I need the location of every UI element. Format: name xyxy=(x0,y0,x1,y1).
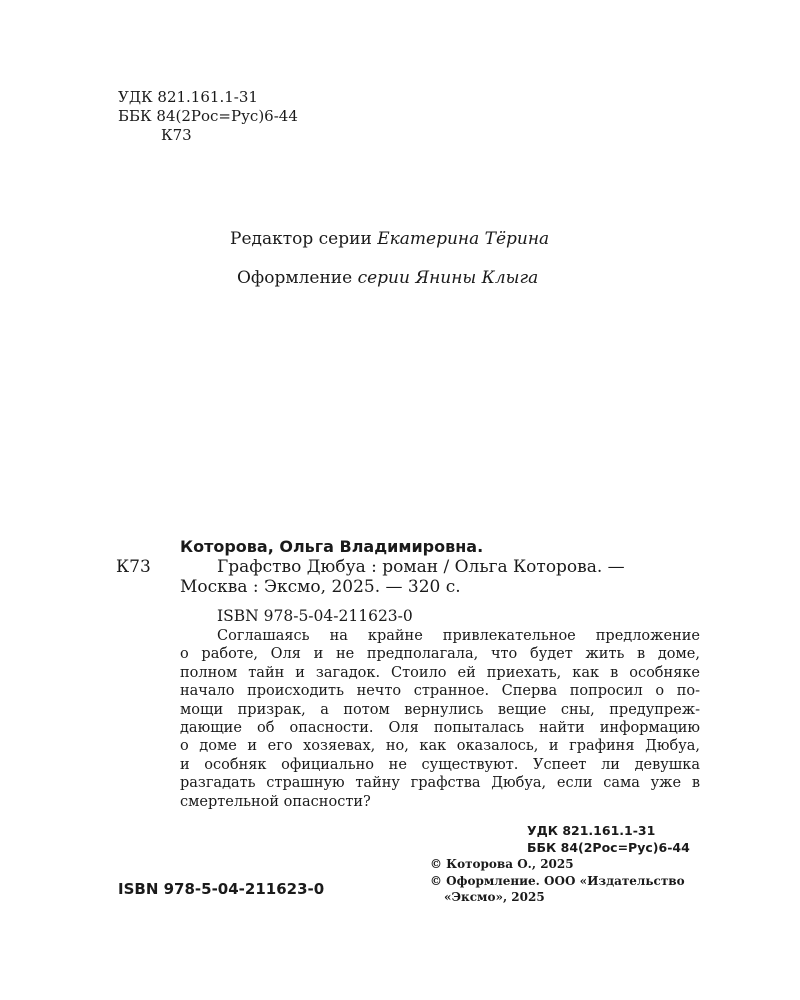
classification-codes-bottom xyxy=(527,822,690,856)
copyright-author: © Которова О., 2025 xyxy=(430,857,574,871)
author-sign-code: К73 xyxy=(161,126,192,144)
catalog-record xyxy=(180,537,710,626)
annotation-line: начало происходить нечто странное. Сперва попросил о по- xyxy=(180,683,700,700)
udk-code-bottom: УДК 821.161.1-31 xyxy=(527,823,656,838)
bbk-code: ББК 84(2Рос=Рус)6-44 xyxy=(118,107,298,125)
catalog-marker: К73 xyxy=(116,557,151,577)
editor-role: Редактор серии xyxy=(230,229,378,249)
copyright-notice xyxy=(430,856,685,906)
bbk-code-bottom: ББК 84(2Рос=Рус)6-44 xyxy=(527,840,690,855)
catalog-author: Которова, Ольга Владимировна. xyxy=(180,537,484,556)
annotation-line: дающие об опасности. Оля попыталась найти информацию xyxy=(180,720,700,737)
udk-code: УДК 821.161.1-31 xyxy=(118,88,258,106)
catalog-isbn: ISBN 978-5-04-211623-0 xyxy=(217,607,413,625)
catalog-publisher-line: Москва : Эксмо, 2025. — 320 с. xyxy=(180,577,461,597)
book-annotation xyxy=(180,627,700,811)
design-role: Оформление xyxy=(237,268,358,288)
annotation-line: смертельной опасности? xyxy=(180,793,371,810)
annotation-line: о доме и его хозяевах, но, как оказалось, и графиня Дюбуа, xyxy=(180,738,700,755)
copyright-design-continued: «Эксмо», 2025 xyxy=(444,890,545,904)
isbn-bottom: ISBN 978-5-04-211623-0 xyxy=(118,880,325,898)
annotation-line: мощи призрак, а потом вернулись вещие сны, предупреж- xyxy=(180,701,700,718)
annotation-line: о работе, Оля и не предполагала, что будет жить в доме, xyxy=(180,646,700,663)
copyright-design: © Оформление. ООО «Издательство xyxy=(430,873,685,888)
annotation-line: разгадать страшную тайну графства Дюбуа, если сама уже в xyxy=(180,775,700,792)
annotation-line: Соглашаясь на крайне привлекательное предложение xyxy=(217,628,700,644)
series-editor-credit xyxy=(230,228,549,250)
annotation-line: и особняк официально не существуют. Успеет ли девушка xyxy=(180,756,700,773)
classification-codes-top xyxy=(118,88,298,145)
catalog-title-line: Графство Дюбуа : роман / Ольга Которова. — xyxy=(217,557,625,577)
editor-name: Екатерина Тёрина xyxy=(377,229,550,249)
annotation-line: полном тайн и загадок. Стоило ей приехать, как в особняке xyxy=(180,664,700,681)
series-design-credit xyxy=(237,267,538,289)
design-name: серии Янины Клыга xyxy=(357,268,539,288)
